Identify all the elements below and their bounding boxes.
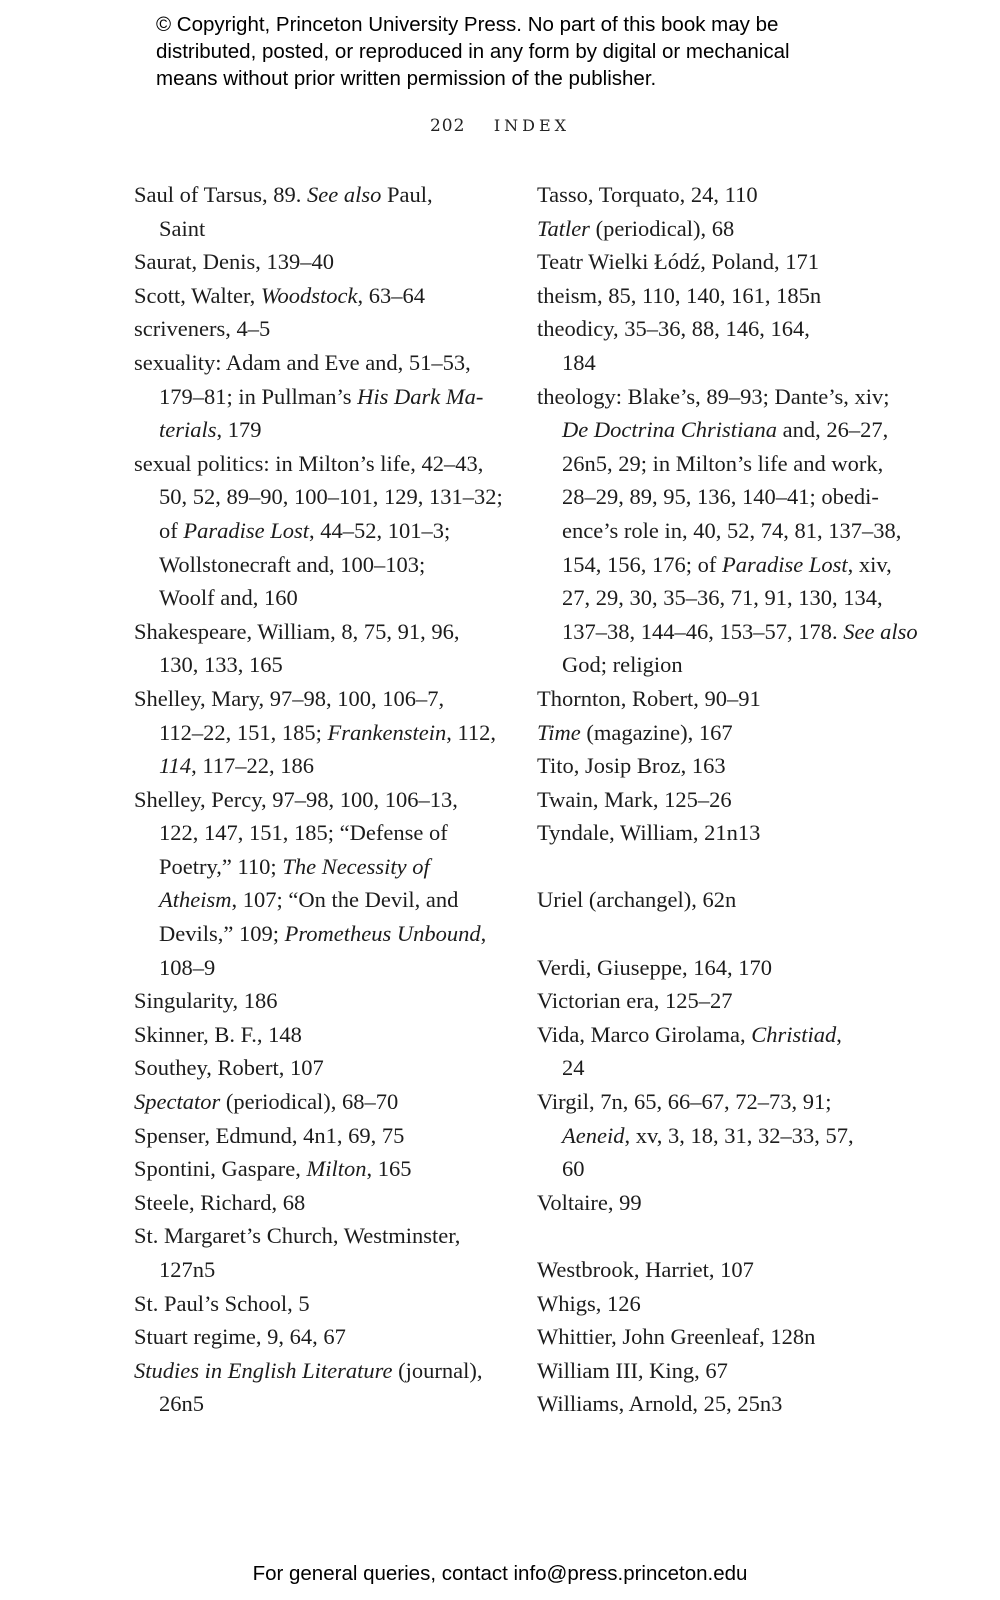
page-title: INDEX: [493, 116, 571, 135]
index-entry: [537, 749, 917, 783]
italic-title: Atheism: [159, 887, 232, 913]
index-entry: [537, 1354, 917, 1388]
index-entry: [537, 1018, 917, 1085]
index-entry: [134, 1186, 514, 1220]
index-entry-continuation: 108–9: [159, 954, 216, 980]
index-entry: [537, 682, 917, 716]
index-entry-line: Tatler (periodical), 68: [537, 215, 735, 241]
index-entry-continuation: Poetry,” 110; The Necessity of: [159, 853, 430, 879]
italic-title: Paradise Lost: [183, 517, 310, 543]
italic-title: See also: [307, 182, 382, 207]
index-entry-continuation: 112–22, 151, 185; Frankenstein, 112,: [159, 719, 497, 745]
index-entry: [134, 279, 514, 313]
index-entry: [537, 716, 917, 750]
italic-title: terials: [159, 417, 217, 443]
copyright-line: © Copyright, Princeton University Press. No part of this book may be: [156, 13, 779, 36]
index-entry-line: Shakespeare, William, 8, 75, 91, 96,: [134, 618, 460, 644]
index-entry-line: Tasso, Torquato, 24, 110: [537, 182, 758, 207]
index-entry-continuation: 179–81; in Pullman’s His Dark Ma-: [159, 383, 484, 409]
index-entry-continuation: 184: [562, 349, 596, 375]
letter-group-gap: [537, 850, 917, 884]
index-entry-continuation: Woolf and, 160: [159, 585, 298, 611]
italic-title: De Doctrina Christiana: [562, 417, 778, 443]
index-entry-continuation: Atheism, 107; “On the Devil, and: [159, 887, 459, 913]
index-entry: [134, 1219, 514, 1286]
index-entry: [134, 1354, 514, 1421]
index-entry-line: Whigs, 126: [537, 1290, 641, 1316]
italic-title: Woodstock: [260, 282, 358, 308]
index-entry-continuation: 114, 117–22, 186: [159, 753, 315, 779]
index-entry-continuation: 50, 52, 89–90, 100–101, 129, 131–32;: [159, 484, 503, 510]
index-entry: [537, 245, 917, 279]
index-entry-continuation: Devils,” 109; Prometheus Unbound,: [159, 921, 487, 947]
index-entry-line: Scott, Walter, Woodstock, 63–64: [134, 282, 426, 308]
index-entry-line: Whittier, John Greenleaf, 128n: [537, 1324, 816, 1350]
italic-title: Time: [537, 719, 581, 745]
index-entry-line: Spontini, Gaspare, Milton, 165: [134, 1156, 412, 1182]
index-entry: [134, 312, 514, 346]
italic-title: Spectator: [134, 1089, 221, 1115]
index-entry-continuation: 26n5: [159, 1391, 204, 1417]
index-entry-continuation: 130, 133, 165: [159, 652, 283, 678]
index-entry-line: St. Margaret’s Church, Westminster,: [134, 1223, 461, 1249]
index-entry-line: scriveners, 4–5: [134, 316, 271, 342]
index-entry: [134, 245, 514, 279]
index-entry-line: Verdi, Giuseppe, 164, 170: [537, 954, 772, 980]
running-head: [0, 116, 1000, 136]
page-number: 202: [429, 116, 466, 136]
index-column-right: [537, 178, 917, 1421]
index-entry-line: Shelley, Percy, 97–98, 100, 106–13,: [134, 786, 458, 812]
index-entry: [134, 1051, 514, 1085]
index-entry: [537, 1186, 917, 1220]
index-entry-continuation: 137–38, 144–46, 153–57, 178. See also: [562, 618, 918, 644]
italic-title: Aeneid: [562, 1122, 625, 1148]
index-entry-continuation: of Paradise Lost, 44–52, 101–3;: [159, 517, 451, 543]
index-entry-line: Saurat, Denis, 139–40: [134, 249, 334, 275]
index-entry-line: Twain, Mark, 125–26: [537, 786, 732, 812]
index-entry: [537, 1085, 917, 1186]
index-entry-line: Skinner, B. F., 148: [134, 1021, 302, 1047]
index-entry-continuation: 24: [562, 1055, 585, 1081]
index-entry: [134, 615, 514, 682]
index-entry: [134, 1152, 514, 1186]
italic-title: The Necessity of: [282, 853, 430, 879]
index-entry-line: Spectator (periodical), 68–70: [134, 1089, 399, 1115]
index-entry-line: Studies in English Literature (journal),: [134, 1357, 483, 1383]
copyright-line: means without prior written permission of the publisher.: [156, 67, 657, 90]
index-entry-continuation: 127n5: [159, 1257, 216, 1282]
index-entry-line: Spenser, Edmund, 4n1, 69, 75: [134, 1122, 405, 1148]
index-entry: [537, 312, 917, 379]
index-entry-line: Uriel (archangel), 62n: [537, 887, 737, 913]
index-entry-continuation: Saint: [159, 215, 206, 241]
index-entry: [537, 1287, 917, 1321]
index-entry: [537, 178, 917, 212]
index-entry-line: Thornton, Robert, 90–91: [537, 685, 761, 711]
italic-title: Christiad: [751, 1021, 837, 1047]
index-entry: [134, 984, 514, 1018]
letter-group-gap: [537, 917, 917, 951]
index-entry-line: Steele, Richard, 68: [134, 1189, 306, 1215]
italic-title: Tatler: [537, 215, 590, 241]
italic-title: See also: [843, 618, 918, 644]
index-entry-continuation: ence’s role in, 40, 52, 74, 81, 137–38,: [562, 517, 902, 543]
index-entry: [537, 816, 917, 850]
italic-title: Prometheus Unbound: [284, 921, 481, 947]
index-entry: [134, 447, 514, 615]
index-entry-line: Williams, Arnold, 25, 25n3: [537, 1391, 783, 1417]
index-column-left: [134, 178, 514, 1421]
index-entry-line: Westbrook, Harriet, 107: [537, 1257, 754, 1282]
italic-title: His Dark Ma-: [357, 383, 484, 409]
index-entry-line: theism, 85, 110, 140, 161, 185n: [537, 282, 822, 308]
index-entry: [134, 1018, 514, 1052]
index-entry: [134, 346, 514, 447]
index-entry-line: Saul of Tarsus, 89. See also Paul,: [134, 182, 433, 207]
italic-title: Frankenstein: [327, 719, 447, 745]
index-entry: [134, 178, 514, 245]
index-entry: [537, 883, 917, 917]
index-entry-continuation: 28–29, 89, 95, 136, 140–41; obedi-: [562, 484, 879, 510]
index-entry: [537, 783, 917, 817]
index-entry-line: Singularity, 186: [134, 988, 278, 1014]
index-entry-continuation: 26n5, 29; in Milton’s life and work,: [562, 450, 884, 476]
index-entry-continuation: 27, 29, 30, 35–36, 71, 91, 130, 134,: [562, 585, 883, 611]
footer-contact: For general queries, contact info@press.princeton.edu: [252, 1562, 748, 1585]
index-entry-continuation: 122, 147, 151, 185; “Defense of: [159, 820, 448, 846]
index-entry: [537, 212, 917, 246]
italic-title: Studies in English Literature: [134, 1357, 393, 1383]
index-entry-continuation: 60: [562, 1156, 585, 1182]
copyright-notice: [156, 11, 876, 92]
index-entry-line: sexuality: Adam and Eve and, 51–53,: [134, 349, 471, 375]
index-entry-line: Southey, Robert, 107: [134, 1055, 324, 1081]
letter-group-gap: [537, 1219, 917, 1253]
index-entry: [134, 783, 514, 985]
italic-title: Paradise Lost: [722, 551, 848, 577]
index-entry-line: Voltaire, 99: [537, 1189, 642, 1215]
index-entry-line: Tito, Josip Broz, 163: [537, 753, 726, 779]
copyright-line: distributed, posted, or reproduced in any form by digital or mechanical: [156, 40, 790, 63]
index-entry-line: Tyndale, William, 21n13: [537, 820, 761, 846]
index-entry: [134, 1320, 514, 1354]
index-entry-line: St. Paul’s School, 5: [134, 1290, 310, 1316]
index-entry-line: sexual politics: in Milton’s life, 42–43,: [134, 450, 484, 476]
index-entry-continuation: God; religion: [562, 652, 683, 678]
index-entry-continuation: Wollstonecraft and, 100–103;: [159, 551, 426, 577]
index-entry-continuation: De Doctrina Christiana and, 26–27,: [562, 417, 889, 443]
index-entry-line: William III, King, 67: [537, 1357, 728, 1383]
index-entry-line: Shelley, Mary, 97–98, 100, 106–7,: [134, 685, 445, 711]
index-entry: [134, 1119, 514, 1153]
index-entry-continuation: terials, 179: [159, 417, 262, 443]
index-entry: [134, 1287, 514, 1321]
italic-title: Milton: [306, 1156, 367, 1182]
index-entry: [537, 279, 917, 313]
index-entry-line: Teatr Wielki Łódź, Poland, 171: [537, 249, 820, 275]
index-entry: [134, 682, 514, 783]
index-entry: [537, 1320, 917, 1354]
index-entry-line: Virgil, 7n, 65, 66–67, 72–73, 91;: [537, 1089, 832, 1115]
italic-title: 114: [159, 753, 192, 779]
index-entry-continuation: Aeneid, xv, 3, 18, 31, 32–33, 57,: [562, 1122, 854, 1148]
index-entry: [134, 1085, 514, 1119]
index-entry: [537, 1387, 917, 1421]
index-entry-line: theology: Blake’s, 89–93; Dante’s, xiv;: [537, 383, 890, 409]
index-entry-line: Time (magazine), 167: [537, 719, 733, 745]
index-entry: [537, 1253, 917, 1287]
index-entry-line: Victorian era, 125–27: [537, 988, 733, 1014]
index-entry: [537, 380, 917, 682]
index-entry-continuation: 154, 156, 176; of Paradise Lost, xiv,: [562, 551, 892, 577]
index-entry-line: Vida, Marco Girolama, Christiad,: [537, 1021, 842, 1047]
index-entry: [537, 984, 917, 1018]
index-entry-line: theodicy, 35–36, 88, 146, 164,: [537, 316, 810, 342]
index-entry-line: Stuart regime, 9, 64, 67: [134, 1324, 346, 1350]
index-entry: [537, 951, 917, 985]
